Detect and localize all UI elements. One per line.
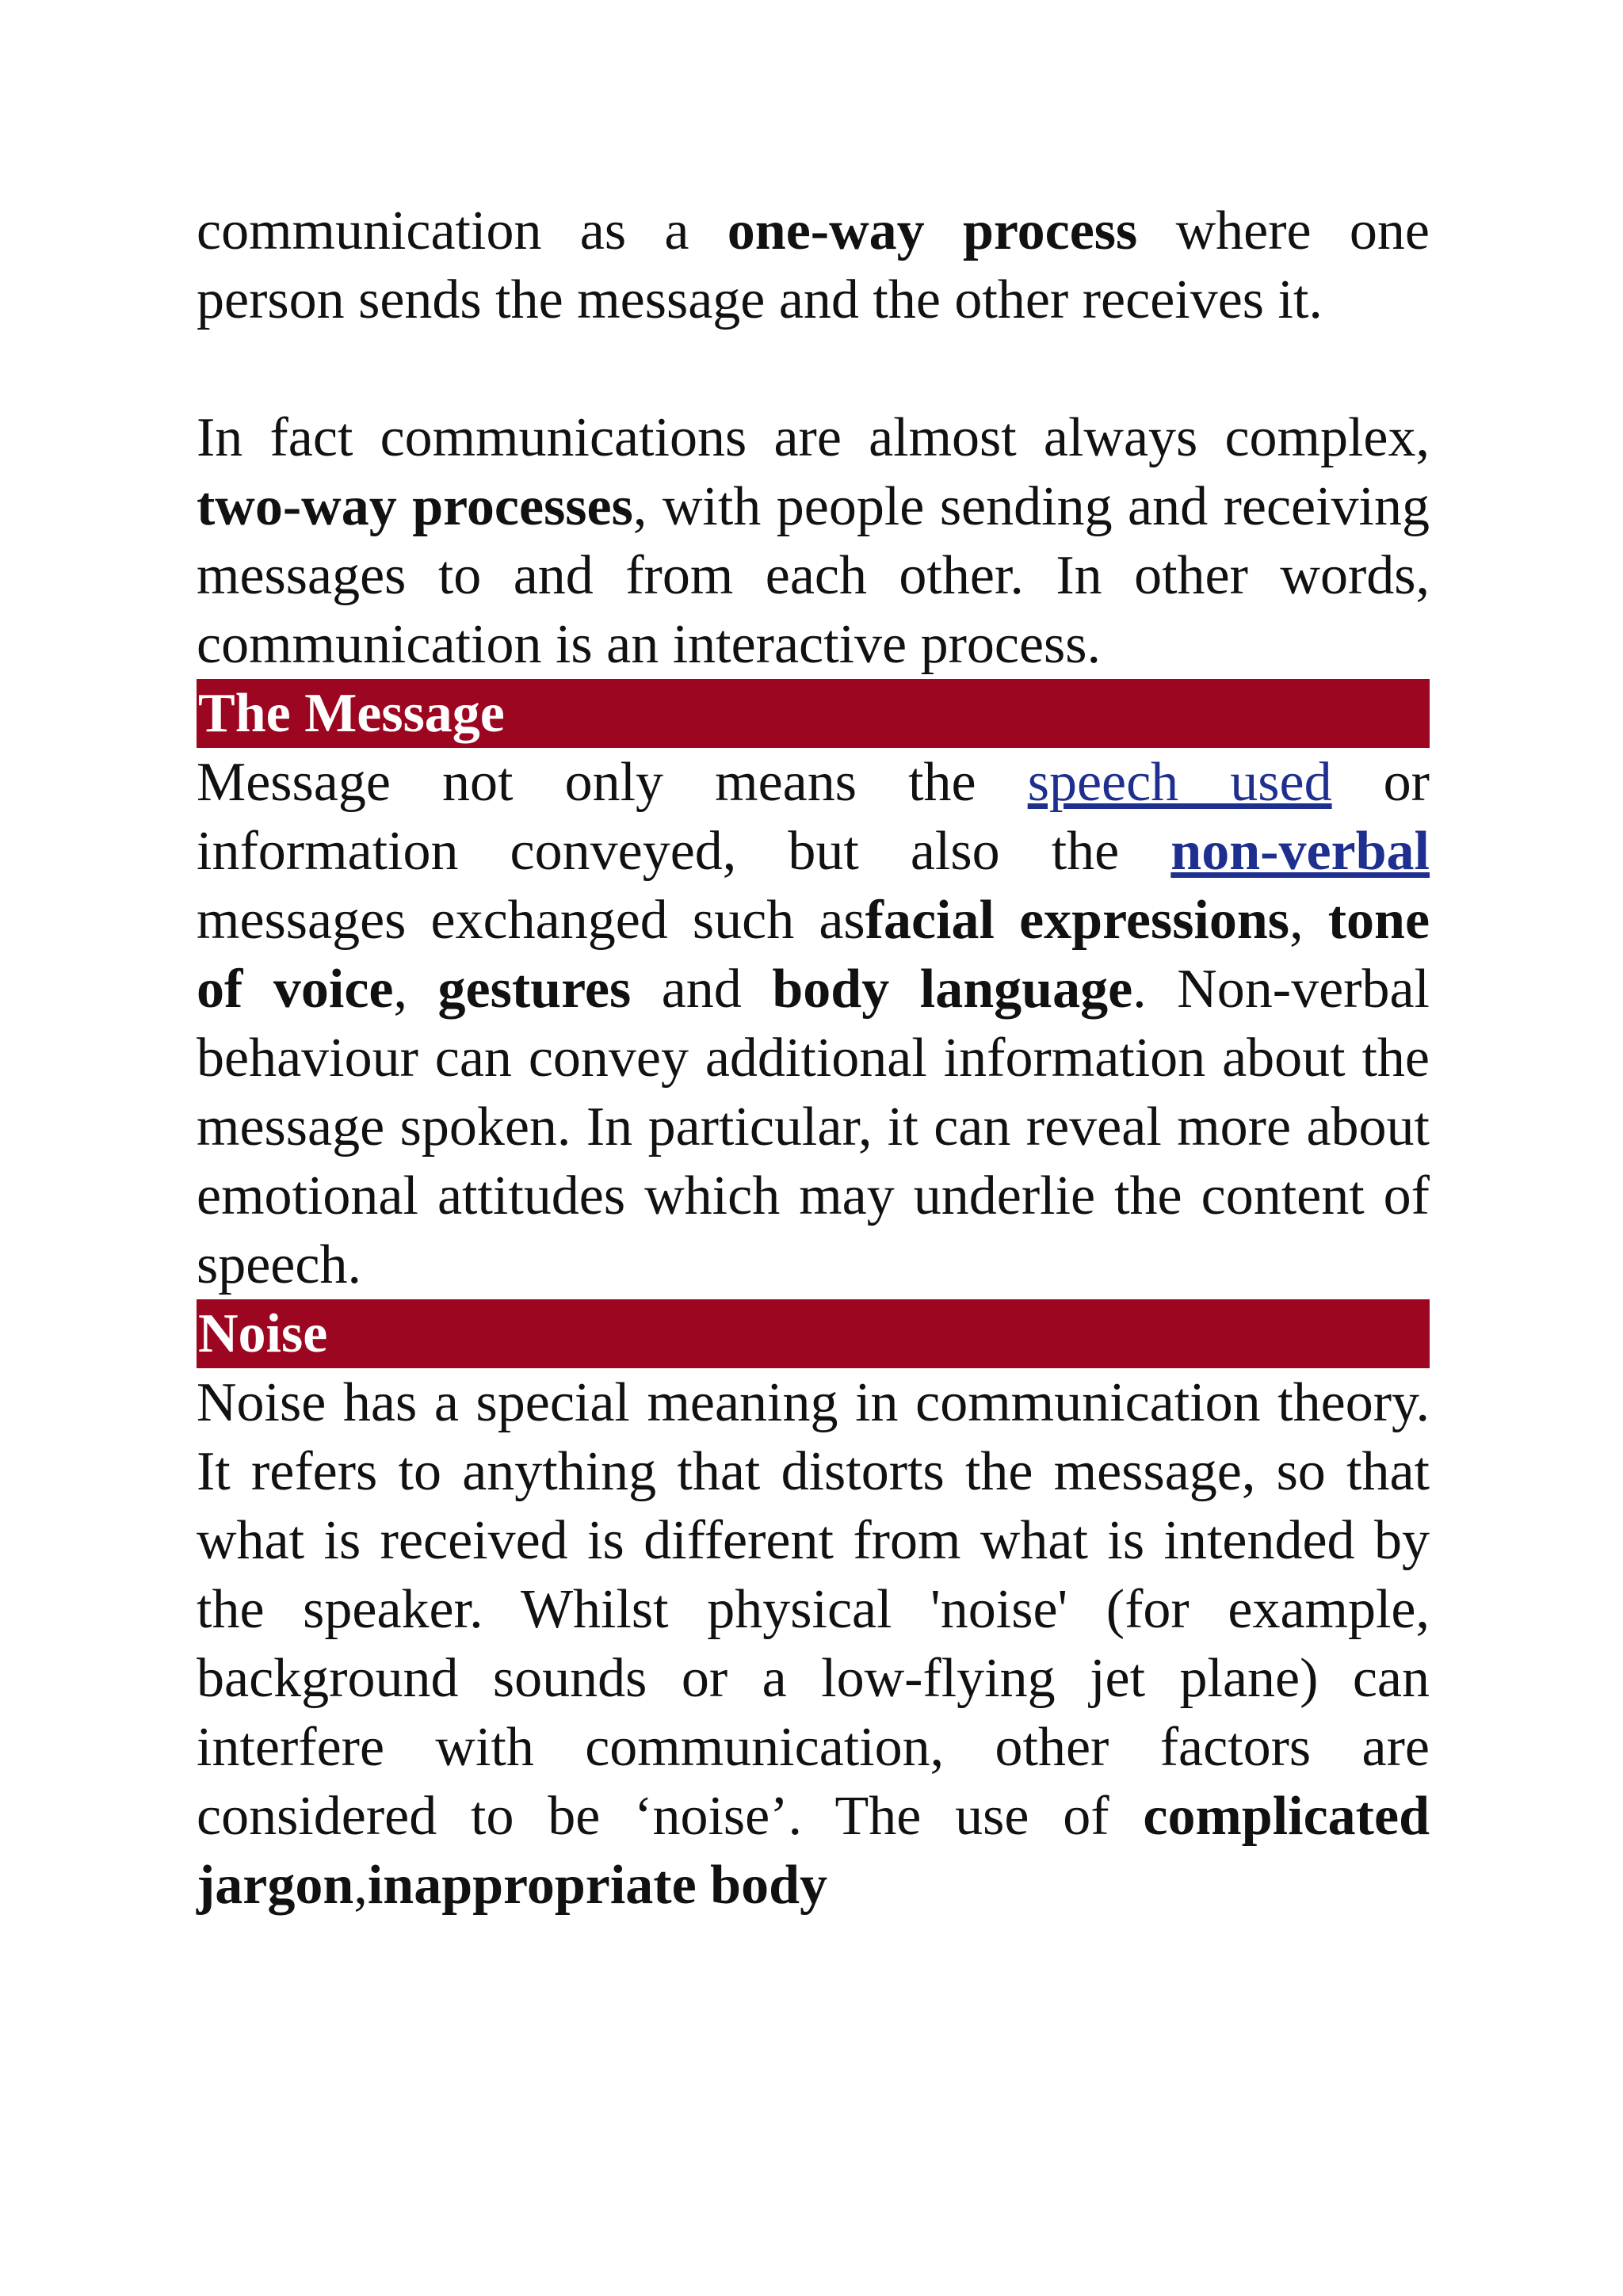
text-run: Message not only means the: [197, 752, 1028, 813]
text-run: ,: [1289, 890, 1328, 951]
bold-term-inappropriate-body: inappropriate body: [367, 1855, 828, 1916]
text-run: . Non-verbal behaviour can convey additional information about the message spoken. In particular, it can reveal more about emotional attitudes which may underlie the content of speech.: [197, 959, 1430, 1295]
text-run: Noise has a special meaning in communication theory. It refers to anything that distorts the message, so that what is received is different from what is intended by the speaker. Whilst physical 'noise' (for example, background sounds or a low-flying jet plane) can interfere with communication, other factors are considered to be ‘noise’. The use of: [197, 1372, 1430, 1847]
bold-term-body-language: body language: [772, 959, 1133, 1020]
link-speech-used[interactable]: speech used: [1027, 752, 1332, 813]
text-run: where one person sends the message and the other receives it.: [197, 200, 1430, 330]
bold-term-gestures: gestures: [437, 959, 632, 1020]
paragraph-spacer: [197, 334, 1430, 403]
text-run: and: [631, 959, 773, 1020]
text-run: ,: [353, 1855, 368, 1916]
text-run: , with people sending and receiving messages to and from each other. In other words, communication is an interactive process.: [197, 476, 1430, 675]
section-heading-noise: Noise: [197, 1299, 1430, 1368]
paragraph-message: [197, 748, 1430, 1299]
paragraph-noise: [197, 1368, 1430, 1920]
section-heading-message: The Message: [197, 679, 1430, 748]
text-run: In fact communications are almost always complex,: [197, 407, 1430, 468]
link-non-verbal[interactable]: non-verbal: [1170, 821, 1430, 882]
text-run: messages exchanged such as: [197, 890, 865, 951]
bold-term-tone-of-voice: tone of voice: [197, 890, 1430, 1020]
text-run: communication as a: [197, 200, 727, 261]
bold-term-facial-expressions: facial expressions: [865, 890, 1290, 951]
bold-term-two-way-processes: two-way processes: [197, 476, 633, 537]
document-body: [197, 196, 1430, 1920]
bold-term-one-way-process: one-way process: [727, 200, 1138, 261]
paragraph-one-way: [197, 196, 1430, 334]
paragraph-two-way: [197, 403, 1430, 679]
text-run: or information conveyed, but also the: [197, 752, 1430, 882]
bold-term-complicated-jargon: complicated jargon: [197, 1786, 1430, 1916]
text-run: ,: [393, 959, 438, 1020]
